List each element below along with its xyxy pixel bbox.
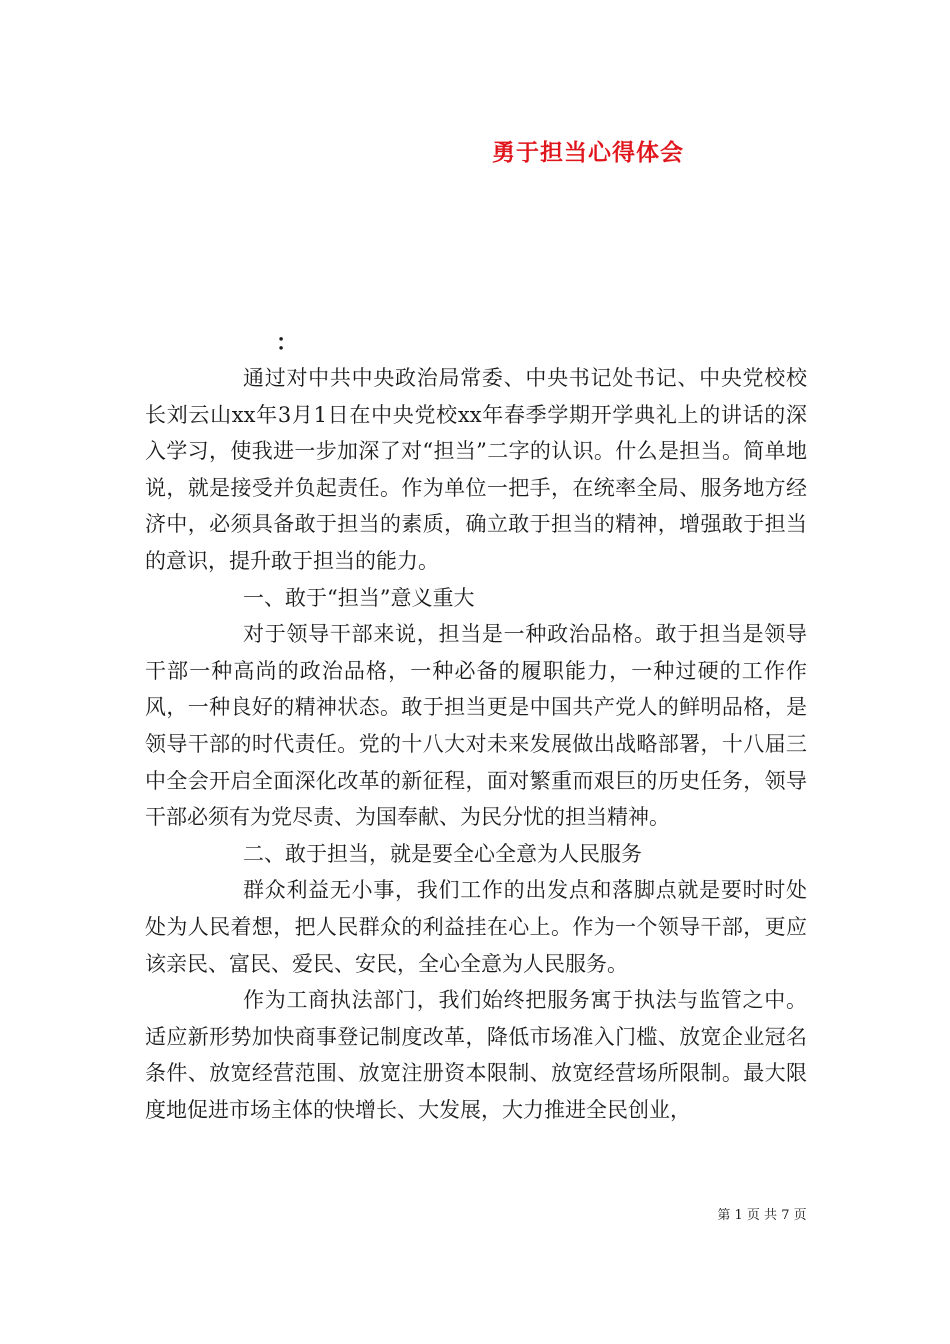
section-heading-1: 一、敢于“担当”意义重大 [243,585,475,610]
document-title [0,134,950,167]
paragraph-section-1: 对于领导干部来说，担当是一种政治品格。敢于担当是领导干部一种高尚的政治品格，一种必备的履职能力，一种过硬的工作作风，一种良好的精神状态。敢于担当更是中国共产党人的鲜明品格，是领导干部的时代责任。党的十八大对未来发展做出战略部署，十八届三中全会开启全面深化改革的新征程，面对繁重而艰巨的历史任务，领导干部必须有为党尽责、为国奉献、为民分忧的担当精神。 [145,622,807,830]
page-number: 第 1 页 共 7 页 [717,1208,807,1223]
paragraph-section-2a: 群众利益无小事，我们工作的出发点和落脚点就是要时时处处为人民着想，把人民群众的利益挂在心上。作为一个领导干部，更应该亲民、富民、爱民、安民，全心全意为人民服务。 [145,878,807,976]
section-heading-2: 二、敢于担当，就是要全心全意为人民服务 [243,841,642,866]
colon-mark: ： [276,330,299,356]
paragraph-section-2b: 作为工商执法部门，我们始终把服务寓于执法与监管之中。适应新形势加快商事登记制度改革，降低市场准入门槛、放宽企业冠名条件、放宽经营范围、放宽注册资本限制、放宽经营场所限制。最大限度地促进市场主体的快增长、大发展，大力推进全民创业， [145,988,807,1122]
document-title-text: 勇于担当心得体会 [492,139,684,166]
paragraph-intro: 通过对中共中央政治局常委、中央书记处书记、中央党校校长刘云山xx年3月1日在中央党校xx年春季学期开学典礼上的讲话的深入学习，使我进一步加深了对“担当”二字的认识。什么是担当。简单地说，就是接受并负起责任。作为单位一把手，在统率全局、服务地方经济中，必须具备敢于担当的素质，确立敢于担当的精神，增强敢于担当的意识，提升敢于担当的能力。 [145,366,807,573]
document-body [145,360,807,1128]
page-footer [0,1204,950,1223]
